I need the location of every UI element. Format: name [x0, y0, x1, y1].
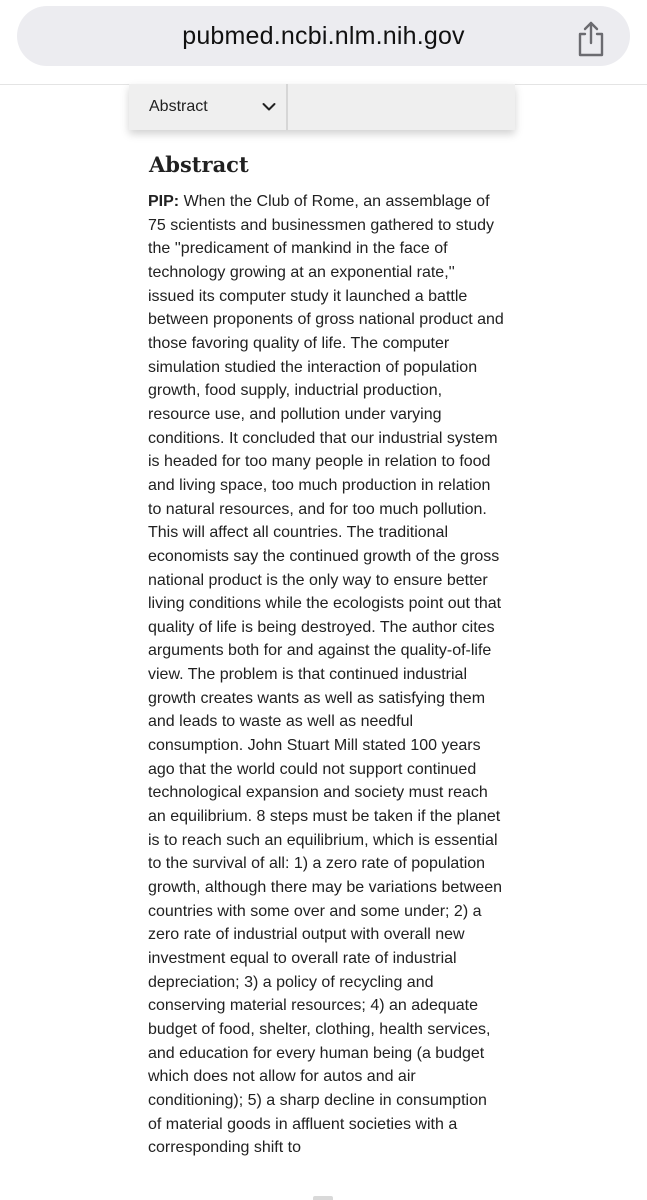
section-select-label: Abstract: [149, 98, 208, 115]
section-select[interactable]: [129, 84, 288, 130]
browser-toolbar: [0, 0, 647, 85]
share-icon[interactable]: [574, 20, 608, 58]
address-bar[interactable]: [17, 6, 630, 66]
abstract-heading: Abstract: [149, 152, 249, 177]
chevron-down-icon[interactable]: [261, 99, 277, 115]
section-nav-bar: [129, 84, 515, 130]
abstract-prefix: PIP:: [148, 193, 180, 210]
url-text[interactable]: pubmed.ncbi.nlm.nih.gov: [182, 22, 465, 50]
abstract-text: [148, 190, 504, 1160]
scroll-handle: [313, 1196, 333, 1200]
abstract-body-text: When the Club of Rome, an assemblage of 75 scientists and businessmen gathered to study the ''predicament of mankind in the face of technology growing at an exponential rate,'' issued its computer study it launched a battle between proponents of gross national product and those favoring quality of life. The computer simulation studied the interaction of population growth, food supply, inductrial production, resource use, and pollution under varying conditions. It concluded that our industrial system is headed for too many people in relation to food and living space, too much production in relation to natural resources, and for too much pollution. This will affect all countries. The traditional economists say the continued growth of the gross national product is the only way to ensure better living conditions while the ecologists point out that quality of life is being destroyed. The author cites arguments both for and against the quality-of-life view. The problem is that continued industrial growth creates wants as well as satisfying them and leads to waste as well as needful consumption. John Stuart Mill stated 100 years ago that the world could not support continued technological expansion and society must reach an equilibrium. 8 steps must be taken if the planet is to reach such an equilibrium, which is essential to the survival of all: 1) a zero rate of population growth, although there may be variations between countries with some over and some under; 2) a zero rate of industrial output with overall new investment equal to overall rate of industrial depreciation; 3) a policy of recycling and conserving material resources; 4) an adequate budget of food, shelter, clothing, health services, and education for every human being (a budget which does not allow for autos and air conditioning); 5) a sharp decline in consumption of material goods in affluent societies with a corresponding shift to: [148, 193, 504, 1157]
